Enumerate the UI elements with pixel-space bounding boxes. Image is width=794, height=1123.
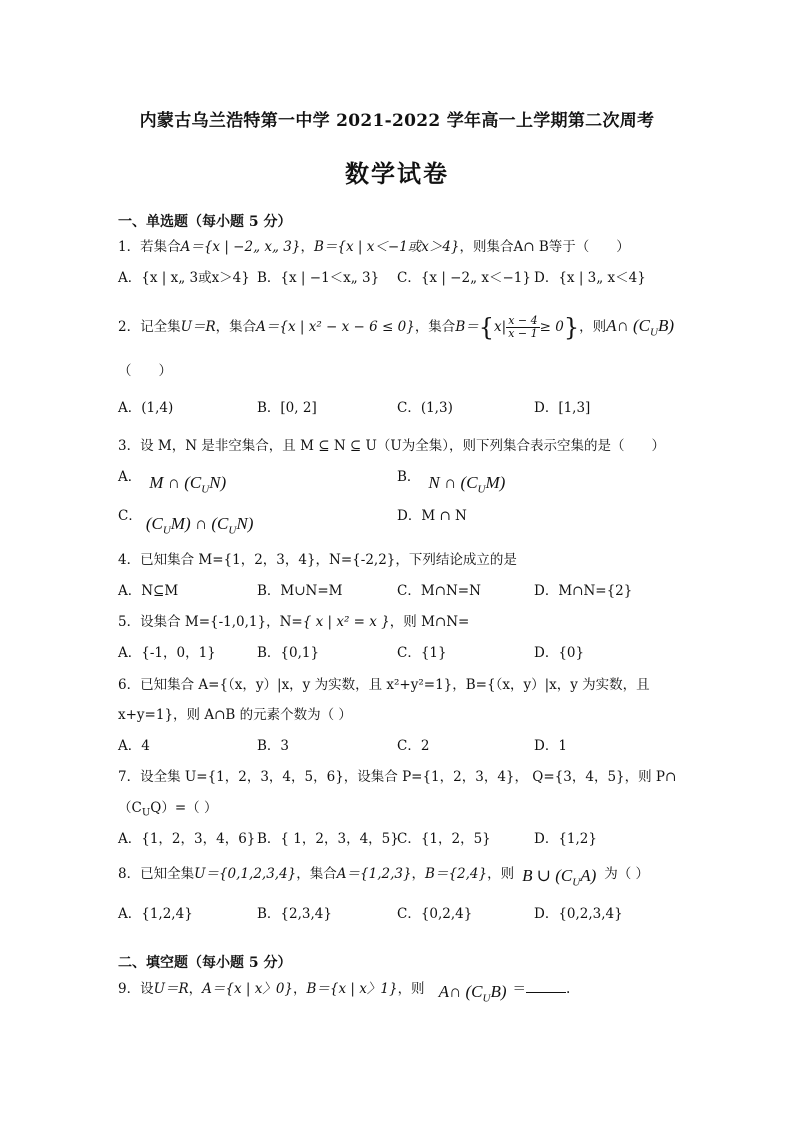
q2-fraction-denominator: x − 1 bbox=[508, 327, 538, 340]
q4-option-c: C．M∩N=N bbox=[397, 583, 481, 599]
q2-brace-close: } bbox=[563, 313, 580, 342]
q6-option-b: B．3 bbox=[257, 738, 290, 754]
q2-universal-set: U＝R bbox=[180, 319, 216, 335]
question-4: 4．已知集合 M={1，2，3，4}，N={-2,2}，下列结论成立的是 bbox=[118, 552, 517, 568]
q7-option-d: D．{1,2} bbox=[534, 831, 597, 847]
q1-prefix: 1．若集合 bbox=[118, 239, 181, 255]
q5-option-a: A．{-1，0，1} bbox=[118, 645, 216, 661]
school-title: 内蒙古乌兰浩特第一中学 2021-2022 学年高一上学期第二次周考 bbox=[139, 111, 655, 131]
q9-mid2: ， bbox=[293, 981, 307, 997]
q7-option-a: A．{1，2，3，4，6} bbox=[118, 831, 256, 847]
q2-set-b-rhs: ≥ 0 bbox=[539, 319, 564, 335]
q8-set-b: B＝{2,4} bbox=[425, 866, 488, 882]
q9-set-a: A＝{x | x〉0} bbox=[202, 981, 294, 997]
question-2 bbox=[118, 315, 674, 341]
q9-mid1: ， bbox=[188, 981, 203, 997]
q5-option-b: B．{0,1} bbox=[257, 645, 320, 661]
question-9 bbox=[118, 979, 570, 1003]
q2-expression: A∩ $(C_UB)$ bbox=[606, 316, 675, 339]
q2-option-b: B．[0, 2] bbox=[257, 400, 317, 416]
q5-set-n: { x | x² = x } bbox=[302, 614, 390, 630]
q8-mid1: ，集合 bbox=[296, 866, 337, 882]
q2-option-a: A．(1,4) bbox=[118, 400, 174, 416]
q8-option-b: B．{2,3,4} bbox=[257, 906, 332, 922]
q8-suffix: 为（ ） bbox=[604, 866, 650, 882]
question-8 bbox=[118, 864, 649, 888]
q8-universal-set: U＝{0,1,2,3,4} bbox=[194, 866, 297, 882]
q7-option-b: B．{ 1，2，3，4，5} bbox=[257, 831, 399, 847]
q2-option-c: C．(1,3) bbox=[397, 400, 453, 416]
q1-option-a: A．{x | x„ 3或x＞4} bbox=[118, 270, 250, 286]
subject-title: 数学试卷 bbox=[345, 159, 449, 188]
section-heading-fill-in: 二、填空题（每小题 5 分） bbox=[118, 955, 292, 971]
question-7-line-2: $(C_UQ)=$（ ） bbox=[118, 800, 218, 819]
q8-mid3: ，则 bbox=[487, 866, 515, 882]
q2-fraction-numerator: x − 4 bbox=[508, 314, 538, 327]
q7-option-c: C．{1，2，5} bbox=[397, 831, 491, 847]
q9-expression: A∩ $(C_UB)$ bbox=[438, 982, 507, 1005]
q2-mid1: ，集合 bbox=[215, 319, 257, 335]
q9-prefix: 9．设 bbox=[118, 981, 154, 997]
q4-option-b: B．M∪N=M bbox=[257, 583, 343, 599]
q2-fraction bbox=[506, 315, 539, 340]
q6-option-a: A．4 bbox=[118, 738, 150, 754]
q3-option-b-expr: N ∩ $(C_UM)$ bbox=[428, 473, 506, 496]
section-heading-single-choice: 一、单选题（每小题 5 分） bbox=[118, 214, 292, 230]
q9-mid3: ，则 bbox=[397, 981, 425, 997]
q3-option-a-expr: M ∩ $(C_UN)$ bbox=[149, 473, 227, 496]
q1-suffix: ，则集合A∩ B等于（ ） bbox=[459, 239, 630, 255]
q8-option-d: D．{0,2,3,4} bbox=[534, 906, 623, 922]
question-1 bbox=[118, 238, 630, 256]
q4-option-a: A．N⊆M bbox=[118, 583, 179, 599]
q5-suffix: ，则 M∩N= bbox=[389, 614, 470, 630]
q2-mid3: ，则 bbox=[579, 319, 607, 335]
q8-expression: B ∪ $(C_UA)$ bbox=[522, 866, 597, 889]
q2-prefix: 2．记全集 bbox=[118, 319, 181, 335]
q2-answer-paren: （ ） bbox=[118, 363, 172, 379]
q9-universal-set: U＝R bbox=[153, 981, 189, 997]
q3-option-b bbox=[397, 468, 506, 496]
q1-option-d: D．{x | 3„ x＜4} bbox=[534, 270, 646, 286]
q3-option-c-label: C． bbox=[118, 508, 142, 524]
q9-answer-blank[interactable] bbox=[526, 982, 566, 993]
q3-option-a-label: A． bbox=[118, 469, 142, 485]
q3-option-b-label: B． bbox=[397, 469, 421, 485]
q2-set-b-lhs: B＝ bbox=[455, 319, 479, 335]
q2-set-a: A＝{x | x² − x − 6 ≤ 0} bbox=[256, 319, 415, 335]
q3-option-c bbox=[118, 507, 254, 537]
q9-equals: ＝ bbox=[512, 981, 526, 997]
q8-mid2: ， bbox=[411, 866, 426, 882]
q3-option-d: D．M ∩ N bbox=[397, 508, 467, 524]
q6-option-c: C．2 bbox=[397, 738, 430, 754]
q5-prefix: 5．设集合 M={-1,0,1}，N= bbox=[118, 614, 303, 630]
q8-prefix: 8．已知全集 bbox=[118, 866, 195, 882]
q5-option-c: C．{1} bbox=[397, 645, 447, 661]
q8-set-a: A＝{1,2,3} bbox=[336, 866, 412, 882]
q8-option-c: C．{0,2,4} bbox=[397, 906, 473, 922]
question-7-line-1: 7．设全集 U={1，2，3，4，5，6}，设集合 P={1，2，3，4}， Q={3，4，5}，则 P∩ bbox=[118, 769, 677, 785]
q1-sep: ， bbox=[300, 239, 314, 255]
q2-mid2: ，集合 bbox=[414, 319, 456, 335]
q9-set-b: B＝{x | x〉1} bbox=[306, 981, 398, 997]
q8-option-a: A．{1,2,4} bbox=[118, 906, 193, 922]
q2-option-d: D．[1,3] bbox=[534, 400, 591, 416]
q3-option-c-expr: $(C_UM)$ ∩ $(C_UN)$ bbox=[145, 514, 254, 537]
question-6-line-2: x+y=1}，则 A∩B 的元素个数为（ ） bbox=[118, 707, 352, 723]
q9-end: . bbox=[565, 981, 571, 997]
question-3: 3．设 M，N 是非空集合，且 M ⊆ N ⊆ U（U为全集），则下列集合表示空集的是（ ） bbox=[118, 438, 666, 454]
q1-set-b: B＝{x | x＜−1或x＞4} bbox=[313, 239, 460, 255]
q1-set-a: A＝{x | −2„ x„ 3} bbox=[180, 239, 301, 255]
q3-option-a bbox=[118, 468, 227, 496]
question-5 bbox=[118, 613, 469, 631]
q2-var-x: x| bbox=[494, 319, 507, 335]
q4-option-d: D．M∩N={2} bbox=[534, 583, 633, 599]
q6-option-d: D．1 bbox=[534, 738, 567, 754]
question-6-line-1: 6．已知集合 A={（x，y）|x，y 为实数，且 x²+y²=1}，B={（x，y）|x，y 为实数，且 bbox=[118, 677, 650, 693]
q1-option-b: B．{x | −1＜x„ 3} bbox=[257, 270, 380, 286]
q1-option-c: C．{x | −2„ x＜−1} bbox=[397, 270, 531, 286]
q2-brace-open: { bbox=[478, 313, 495, 342]
q5-option-d: D．{0} bbox=[534, 645, 585, 661]
